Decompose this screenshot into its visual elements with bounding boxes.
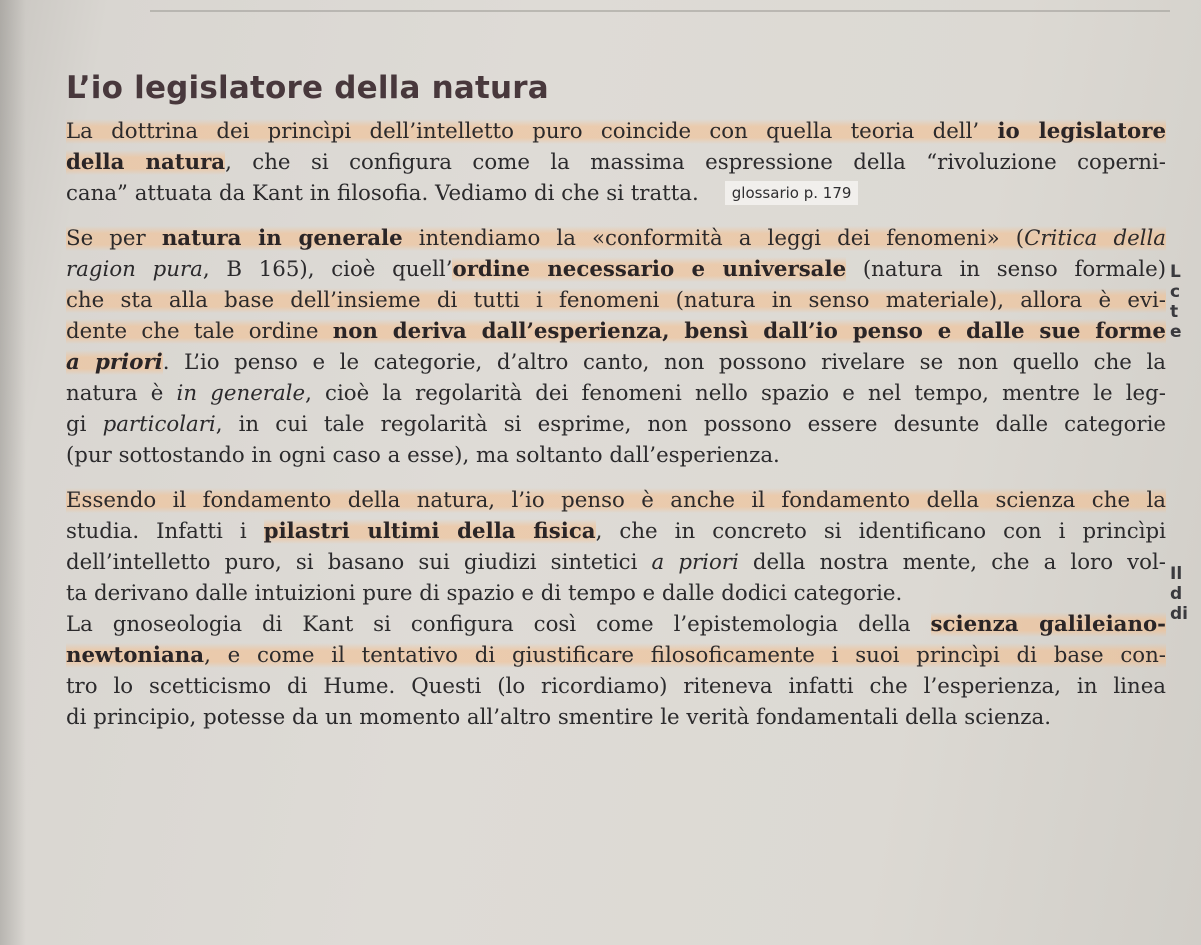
text-line: cana” attuata da Kant in filosofia. Vediamo di che si tratta. glossario p. 179 — [66, 178, 1166, 209]
text-line — [66, 116, 1166, 147]
margin-fragment: Il — [1170, 564, 1183, 584]
bold-term: natura in generale — [161, 226, 403, 251]
glossary-reference-badge[interactable]: glossario p. 179 — [725, 181, 859, 205]
italic-term: particolari — [102, 412, 216, 437]
bold-term: della natura — [66, 150, 226, 175]
bold-term: newtoniana — [66, 643, 205, 668]
bold-italic-term: a priori — [66, 350, 163, 375]
text-line: della natura, che si configura come la massima espressione della “rivoluzione coperni- — [66, 150, 1166, 175]
highlighted-text: La dottrina dei princìpi dell’intelletto puro coincide con quella teoria dell’ io legislatore — [66, 119, 1166, 144]
text-line: gi particolari, in cui tale regolarità si esprime, non possono essere desunte dalle categorie — [66, 412, 1167, 437]
text-line: di principio, potesse da un momento all’altro smentire le verità fondamentali della scienza. — [66, 705, 1051, 730]
highlighted-text: Se per natura in generale intendiamo la «conformità a leggi dei fenomeni» (Critica della — [66, 226, 1166, 251]
text-line: a priori. L’io penso e le categorie, d’altro canto, non possono rivelare se non quello che la — [66, 350, 1166, 375]
text-line: tro lo scetticismo di Hume. Questi (lo ricordiamo) riteneva infatti che l’esperienza, in linea — [66, 674, 1166, 699]
page-content — [66, 70, 1166, 747]
margin-fragment: di — [1170, 604, 1188, 624]
paragraph-nature — [66, 223, 1166, 471]
italic-citation: Critica della — [1024, 226, 1166, 251]
highlighted-text: dente che tale ordine non deriva dall’esperienza, bensì dall’io penso e dalle sue forme — [66, 319, 1166, 344]
italic-term: in generale — [176, 381, 306, 406]
text-line: La gnoseologia di Kant si configura così come l’epistemologia della scienza galileiano- — [66, 612, 1166, 637]
italic-term: a priori — [651, 550, 739, 575]
margin-fragment-column — [1170, 262, 1201, 342]
text-line — [66, 223, 1166, 254]
text-line — [66, 640, 1166, 671]
text-line: ta derivano dalle intuizioni pure di spazio e di tempo e dalle dodici categorie. — [66, 581, 903, 606]
text-line: dell’intelletto puro, si basano sui giudizi sintetici a priori della nostra mente, che a loro vol- — [66, 550, 1167, 575]
paragraph-science — [66, 485, 1166, 609]
bold-term: pilastri ultimi della fisica — [263, 519, 596, 544]
paragraph-intro — [66, 116, 1166, 209]
bold-term: ordine necessario e universale — [452, 257, 847, 282]
margin-fragment: e — [1170, 322, 1182, 342]
text-line: natura è in generale, cioè la regolarità dei fenomeni nello spazio e nel tempo, mentre le leg- — [66, 381, 1166, 406]
text-line: Essendo il fondamento della natura, l’io penso è anche il fondamento della scienza che la — [66, 488, 1166, 513]
text-line — [66, 316, 1166, 347]
bold-term: io legislatore — [997, 119, 1166, 144]
italic-citation: ragion pura — [66, 257, 203, 282]
highlighted-text: newtoniana, e come il tentativo di giustificare filosoficamente i suoi princìpi di base con- — [66, 643, 1166, 668]
text-line: studia. Infatti i pilastri ultimi della fisica, che in concreto si identificano con i princìpi — [66, 519, 1166, 544]
page-gutter-shadow — [0, 0, 26, 945]
text-line: ragion pura, B 165), cioè quell’ordine necessario e universale (natura in senso formale) — [66, 257, 1167, 282]
margin-fragment: d — [1170, 584, 1183, 604]
text-line: che sta alla base dell’insieme di tutti i fenomeni (natura in senso materiale), allora è evi- — [66, 288, 1166, 313]
margin-fragment: c — [1170, 282, 1181, 302]
margin-fragment: t — [1170, 302, 1179, 322]
paragraph-epistemology — [66, 609, 1166, 733]
margin-fragment-column — [1170, 564, 1201, 624]
bold-term: non deriva dall’esperienza, bensì dall’io penso e dalle sue forme — [332, 319, 1166, 344]
bold-term: scienza galileiano- — [930, 612, 1166, 637]
margin-fragment: L — [1170, 262, 1181, 282]
text-line: (pur sottostando in ogni caso a esse), ma soltanto dall’esperienza. — [66, 443, 780, 468]
section-title: L’io legislatore della natura — [66, 70, 549, 106]
top-rule — [150, 10, 1170, 12]
